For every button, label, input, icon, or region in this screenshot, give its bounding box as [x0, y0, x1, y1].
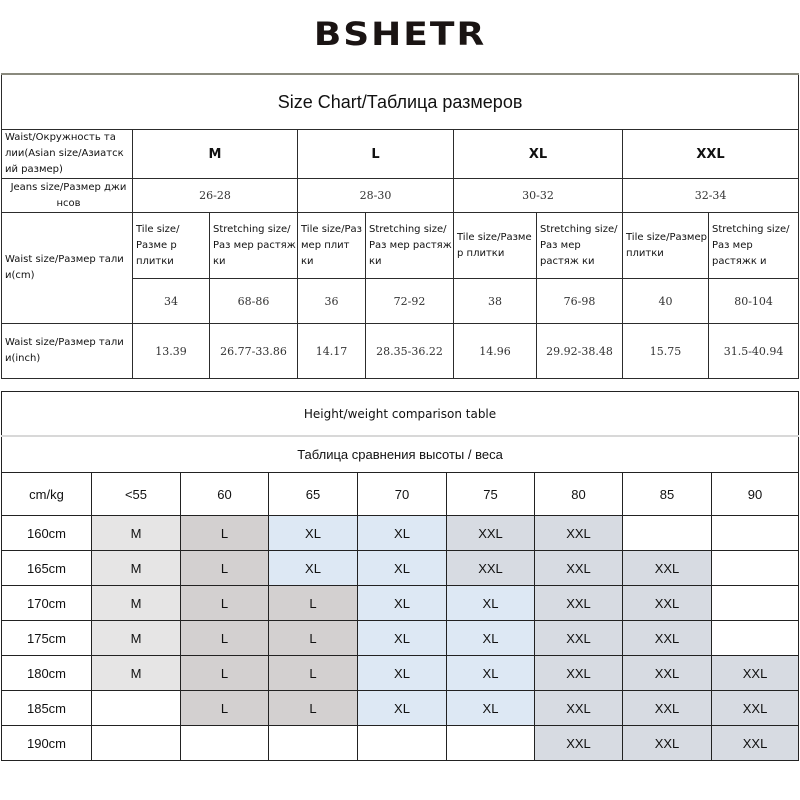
size-cell: XL — [358, 551, 447, 586]
size-cell: XXL — [623, 726, 712, 761]
size-cell: M — [92, 516, 181, 551]
weight-header: 65 — [269, 473, 358, 516]
tile-cm-xl: 38 — [454, 279, 537, 324]
height-label: 185cm — [2, 691, 92, 726]
stretch-label-m: Stretching size/Раз мер растяж ки — [210, 213, 298, 279]
table-row — [2, 516, 799, 551]
jeans-l: 28-30 — [298, 179, 454, 213]
size-chart-table — [1, 73, 799, 379]
stretch-label-xxl: Stretching size/Раз мер растяжк и — [709, 213, 799, 279]
brand-logo: BSHETR — [313, 16, 487, 53]
size-cell: XXL — [623, 586, 712, 621]
row-label-asian-size: Waist/Окружность та лии(Asian size/Азиатск ий размер) — [2, 130, 133, 179]
size-cell: XL — [358, 656, 447, 691]
table-row — [2, 726, 799, 761]
size-cell: XL — [447, 691, 535, 726]
height-label: 175cm — [2, 621, 92, 656]
tile-cm-l: 36 — [298, 279, 366, 324]
size-cell: XXL — [535, 621, 623, 656]
tile-inch-xl: 14.96 — [454, 324, 537, 379]
weight-header: 70 — [358, 473, 447, 516]
size-cell: XL — [447, 656, 535, 691]
table-row — [2, 586, 799, 621]
size-cell: XXL — [535, 551, 623, 586]
size-cell: L — [269, 586, 358, 621]
size-cell: XL — [269, 516, 358, 551]
tile-inch-m: 13.39 — [133, 324, 210, 379]
size-cell: L — [181, 621, 269, 656]
tile-label-xxl: Tile size/Размер плитки — [623, 213, 709, 279]
size-cell: L — [181, 656, 269, 691]
height-label: 190cm — [2, 726, 92, 761]
stretch-inch-xxl: 31.5-40.94 — [709, 324, 799, 379]
tile-inch-l: 14.17 — [298, 324, 366, 379]
height-label: 170cm — [2, 586, 92, 621]
size-cell — [623, 516, 712, 551]
size-cell: XXL — [712, 726, 799, 761]
weight-header: 60 — [181, 473, 269, 516]
size-cell — [92, 726, 181, 761]
size-cell — [447, 726, 535, 761]
weight-header: <55 — [92, 473, 181, 516]
size-cell: L — [269, 621, 358, 656]
jeans-xxl: 32-34 — [623, 179, 799, 213]
weight-header: 85 — [623, 473, 712, 516]
stretch-cm-xl: 76-98 — [537, 279, 623, 324]
size-cell: XXL — [623, 621, 712, 656]
size-cell: L — [181, 516, 269, 551]
size-cell — [712, 586, 799, 621]
size-cell: M — [92, 551, 181, 586]
tile-label-xl: Tile size/Разме р плитки — [454, 213, 537, 279]
size-cell: L — [181, 691, 269, 726]
stretch-cm-l: 72-92 — [366, 279, 454, 324]
size-cell: XXL — [447, 516, 535, 551]
tile-inch-xxl: 15.75 — [623, 324, 709, 379]
size-cell: XXL — [623, 656, 712, 691]
table-row — [2, 621, 799, 656]
hw-title-ru: Таблица сравнения высоты / веса — [2, 436, 799, 473]
size-cell: L — [269, 656, 358, 691]
hw-title-en: Height/weight comparison table — [2, 392, 799, 437]
height-weight-table — [1, 391, 799, 761]
stretch-inch-xl: 29.92-38.48 — [537, 324, 623, 379]
size-cell: XXL — [535, 516, 623, 551]
table-row — [2, 656, 799, 691]
size-header-l: L — [298, 130, 454, 179]
row-label-waist-cm: Waist size/Размер тали и(cm) — [2, 213, 133, 324]
size-cell: XXL — [712, 691, 799, 726]
size-cell: XL — [358, 516, 447, 551]
size-cell: XXL — [447, 551, 535, 586]
row-label-waist-inch: Waist size/Размер тали и(inch) — [2, 324, 133, 379]
size-cell: XL — [269, 551, 358, 586]
hw-header-row — [2, 473, 799, 516]
jeans-m: 26-28 — [133, 179, 298, 213]
size-cell: M — [92, 621, 181, 656]
size-cell — [712, 621, 799, 656]
size-cell: XL — [358, 621, 447, 656]
size-cell: XXL — [535, 586, 623, 621]
size-cell: XL — [447, 621, 535, 656]
stretch-cm-m: 68-86 — [210, 279, 298, 324]
jeans-xl: 30-32 — [454, 179, 623, 213]
height-label: 180cm — [2, 656, 92, 691]
size-cell: L — [269, 691, 358, 726]
size-cell: XXL — [535, 656, 623, 691]
size-cell: XXL — [535, 726, 623, 761]
stretch-label-l: Stretching size/Раз мер растяж ки — [366, 213, 454, 279]
height-label: 160cm — [2, 516, 92, 551]
weight-header: 75 — [447, 473, 535, 516]
size-cell: XL — [358, 586, 447, 621]
size-cell — [712, 516, 799, 551]
size-cell: XXL — [535, 691, 623, 726]
stretch-label-xl: Stretching size/Раз мер растяж ки — [537, 213, 623, 279]
size-chart-title: Size Chart/Таблица размеров — [2, 74, 799, 130]
size-cell: XL — [358, 691, 447, 726]
stretch-inch-l: 28.35-36.22 — [366, 324, 454, 379]
size-cell: XXL — [623, 691, 712, 726]
size-cell: XL — [447, 586, 535, 621]
size-cell: L — [181, 586, 269, 621]
size-cell: XXL — [712, 656, 799, 691]
size-cell: XXL — [623, 551, 712, 586]
tile-label-l: Tile size/Раз мер плит ки — [298, 213, 366, 279]
size-cell — [358, 726, 447, 761]
size-header-xl: XL — [454, 130, 623, 179]
stretch-inch-m: 26.77-33.86 — [210, 324, 298, 379]
size-cell — [269, 726, 358, 761]
size-cell — [712, 551, 799, 586]
tile-label-m: Tile size/Разме р плитки — [133, 213, 210, 279]
table-row — [2, 691, 799, 726]
tile-cm-xxl: 40 — [623, 279, 709, 324]
tile-cm-m: 34 — [133, 279, 210, 324]
stretch-cm-xxl: 80-104 — [709, 279, 799, 324]
size-header-xxl: XXL — [623, 130, 799, 179]
size-cell: M — [92, 586, 181, 621]
hw-corner-label: cm/kg — [2, 473, 92, 516]
size-cell: L — [181, 551, 269, 586]
size-cell: M — [92, 656, 181, 691]
height-label: 165cm — [2, 551, 92, 586]
size-cell — [181, 726, 269, 761]
size-header-m: M — [133, 130, 298, 179]
weight-header: 80 — [535, 473, 623, 516]
table-row — [2, 551, 799, 586]
weight-header: 90 — [712, 473, 799, 516]
size-cell — [92, 691, 181, 726]
row-label-jeans-size: Jeans size/Размер джи нсов — [2, 179, 133, 213]
